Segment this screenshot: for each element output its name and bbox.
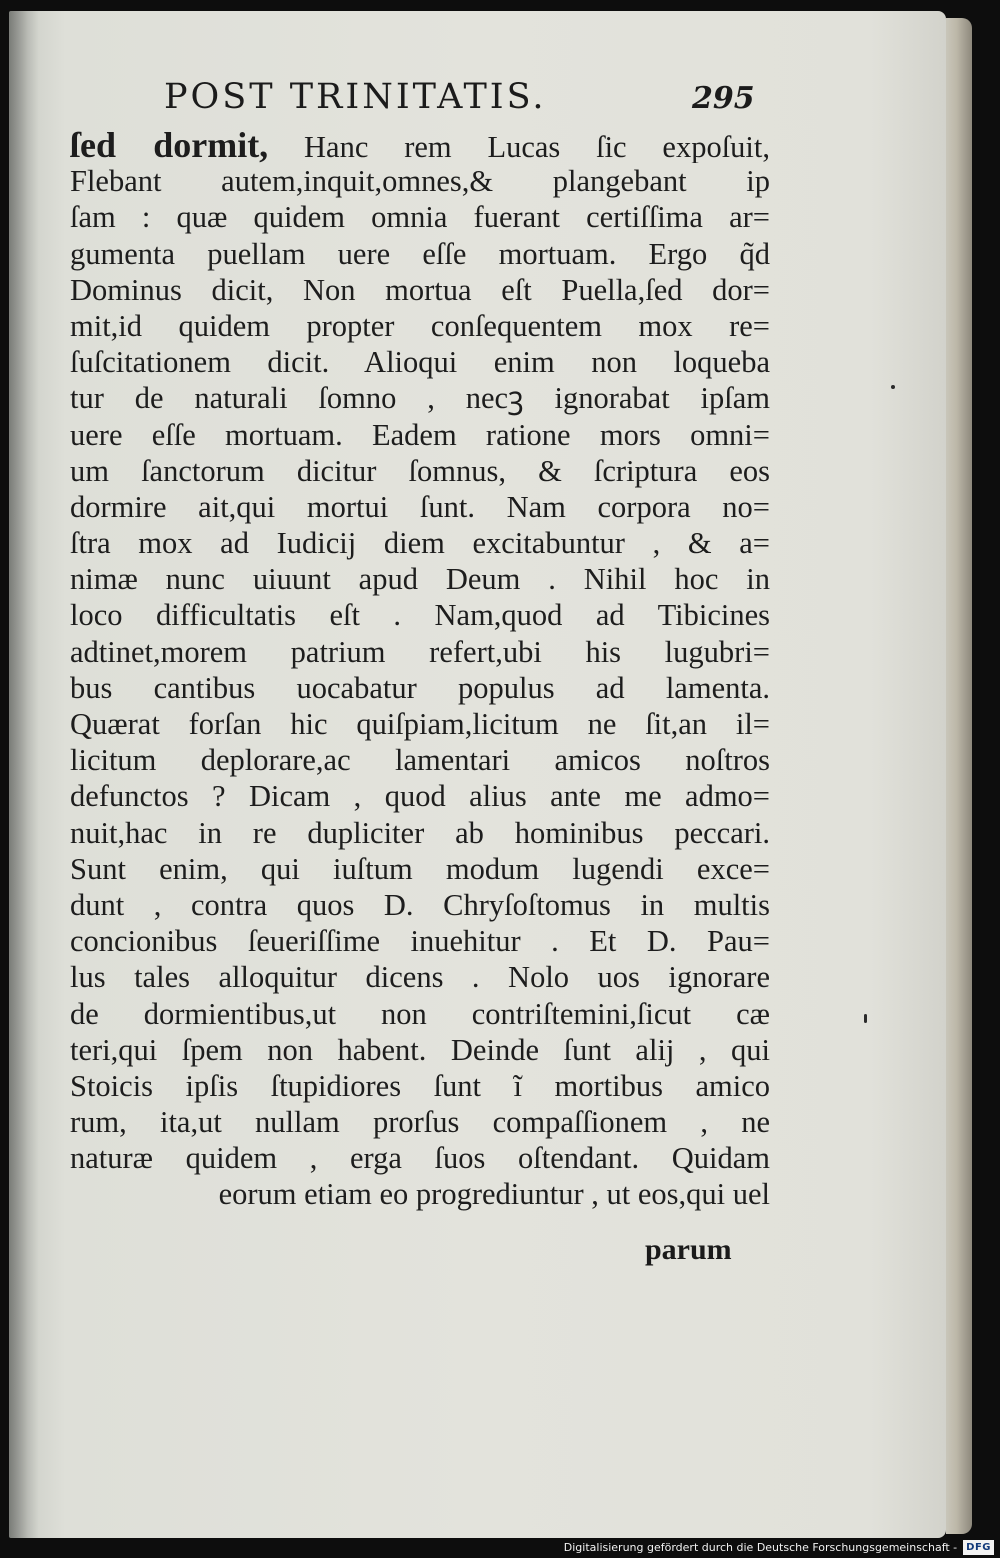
text-line bbox=[70, 742, 770, 778]
text-line bbox=[70, 1032, 770, 1068]
text-line-content: Sunt enim, qui iuſtum modum lugendi exce= bbox=[70, 851, 770, 886]
text-line bbox=[70, 163, 770, 199]
text-line-content: ſtra mox ad Iudicij diem excitabuntur , & a= bbox=[70, 526, 770, 561]
text-line-content: ſam : quæ quidem omnia fuerant certiſſima ar= bbox=[70, 200, 770, 235]
text-line bbox=[70, 778, 770, 814]
text-line bbox=[70, 887, 770, 923]
text-line-content: de dormientibus,ut non contriſtemini,ſicut cæ bbox=[70, 996, 770, 1031]
text-line-content: teri,qui ſpem non habent. Deinde ſunt alij , qui bbox=[70, 1032, 770, 1067]
dfg-logo: DFG bbox=[963, 1540, 994, 1555]
text-line-content: rum, ita,ut nullam prorſus compaſſionem , ne bbox=[70, 1105, 770, 1140]
text-line bbox=[70, 127, 770, 163]
text-line-content: eorum etiam eo progrediuntur , ut eos,qui uel bbox=[218, 1177, 770, 1212]
text-line-content: licitum deplorare,ac lamentari amicos noſtros bbox=[70, 743, 770, 778]
text-line bbox=[70, 380, 770, 416]
digitization-credit bbox=[564, 1538, 994, 1556]
text-line-content: uere eſſe mortuam. Eadem ratione mors omni= bbox=[70, 417, 770, 452]
text-line-content: defunctos ? Dicam , quod alius ante me admo= bbox=[70, 779, 770, 814]
text-line bbox=[70, 923, 770, 959]
body-text bbox=[70, 127, 770, 1213]
text-line bbox=[70, 597, 770, 633]
text-line-content: Flebant autem,inquit,omnes,& plangebant ip bbox=[70, 164, 770, 199]
text-line-content: um ſanctorum dicitur ſomnus, & ſcriptura eos bbox=[70, 453, 770, 488]
text-line bbox=[70, 489, 770, 525]
text-line-content: mit,id quidem propter conſequentem mox re= bbox=[70, 308, 770, 343]
text-line bbox=[70, 1140, 770, 1176]
text-line-content: dormire ait,qui mortui ſunt. Nam corpora no= bbox=[70, 489, 770, 524]
text-line-content: Stoicis ipſis ſtupidiores ſunt ĩ mortibus amico bbox=[70, 1068, 770, 1103]
text-line bbox=[70, 851, 770, 887]
opening-words: ſed dormit, bbox=[70, 127, 269, 164]
text-line-content: Dominus dicit, Non mortua eſt Puella,ſed dor= bbox=[70, 272, 770, 307]
text-line bbox=[70, 344, 770, 380]
text-line bbox=[70, 525, 770, 561]
text-line bbox=[70, 1176, 770, 1212]
text-line-content: dunt , contra quos D. Chryſoſtomus in multis bbox=[70, 887, 770, 922]
text-line-content: naturæ quidem , erga ſuos oſtendant. Quidam bbox=[70, 1141, 770, 1176]
page-fore-edge bbox=[946, 18, 972, 1534]
credit-text: Digitalisierung gefördert durch die Deutsche Forschungsgemeinschaft - bbox=[563, 1540, 958, 1554]
text-line-content: nuit,hac in re dupliciter ab hominibus peccari. bbox=[70, 815, 770, 850]
text-line-content: Hanc rem Lucas ſic expoſuit, bbox=[304, 130, 770, 164]
margin-speck bbox=[891, 385, 895, 389]
text-line bbox=[70, 236, 770, 272]
text-line bbox=[70, 417, 770, 453]
text-line-content: lus tales alloquitur dicens . Nolo uos ignorare bbox=[70, 960, 770, 995]
margin-speck bbox=[864, 1014, 867, 1023]
text-line-content: concionibus ſeueriſſime inuehitur . Et D. Pau= bbox=[70, 924, 770, 959]
text-line-content: bus cantibus uocabatur populus ad lamenta. bbox=[70, 670, 770, 705]
text-line-content: loco difficultatis eſt . Nam,quod ad Tibicines bbox=[70, 598, 770, 633]
text-line-content: Quærat forſan hic quiſpiam,licitum ne ſit,an il= bbox=[70, 707, 770, 741]
gutter-shadow bbox=[9, 11, 39, 1538]
page-number: 295 bbox=[692, 81, 755, 116]
text-line bbox=[70, 634, 770, 670]
book-page bbox=[9, 11, 946, 1538]
text-line-content: tur de naturali ſomno , necꝫ ignorabat ipſam bbox=[70, 381, 770, 416]
text-line bbox=[70, 561, 770, 597]
text-line-content: gumenta puellam uere eſſe mortuam. Ergo q̃d bbox=[70, 236, 770, 271]
text-line bbox=[70, 272, 770, 308]
text-line bbox=[70, 996, 770, 1032]
text-line bbox=[70, 815, 770, 851]
text-line bbox=[70, 199, 770, 235]
text-line bbox=[70, 308, 770, 344]
text-line-content: nimæ nunc uiuunt apud Deum . Nihil hoc in bbox=[70, 562, 770, 597]
text-line bbox=[70, 1068, 770, 1104]
text-line bbox=[70, 453, 770, 489]
text-line bbox=[70, 959, 770, 995]
catchword: parum bbox=[645, 1233, 732, 1266]
text-line-content: adtinet,morem patrium refert,ubi his lugubri= bbox=[70, 634, 770, 669]
text-line-content: ſuſcitationem dicit. Alioqui enim non loqueba bbox=[70, 345, 770, 380]
running-head bbox=[159, 73, 759, 123]
text-line bbox=[70, 670, 770, 706]
text-line bbox=[70, 706, 770, 742]
text-line bbox=[70, 1104, 770, 1140]
running-title: POST TRINITATIS. bbox=[164, 77, 547, 117]
